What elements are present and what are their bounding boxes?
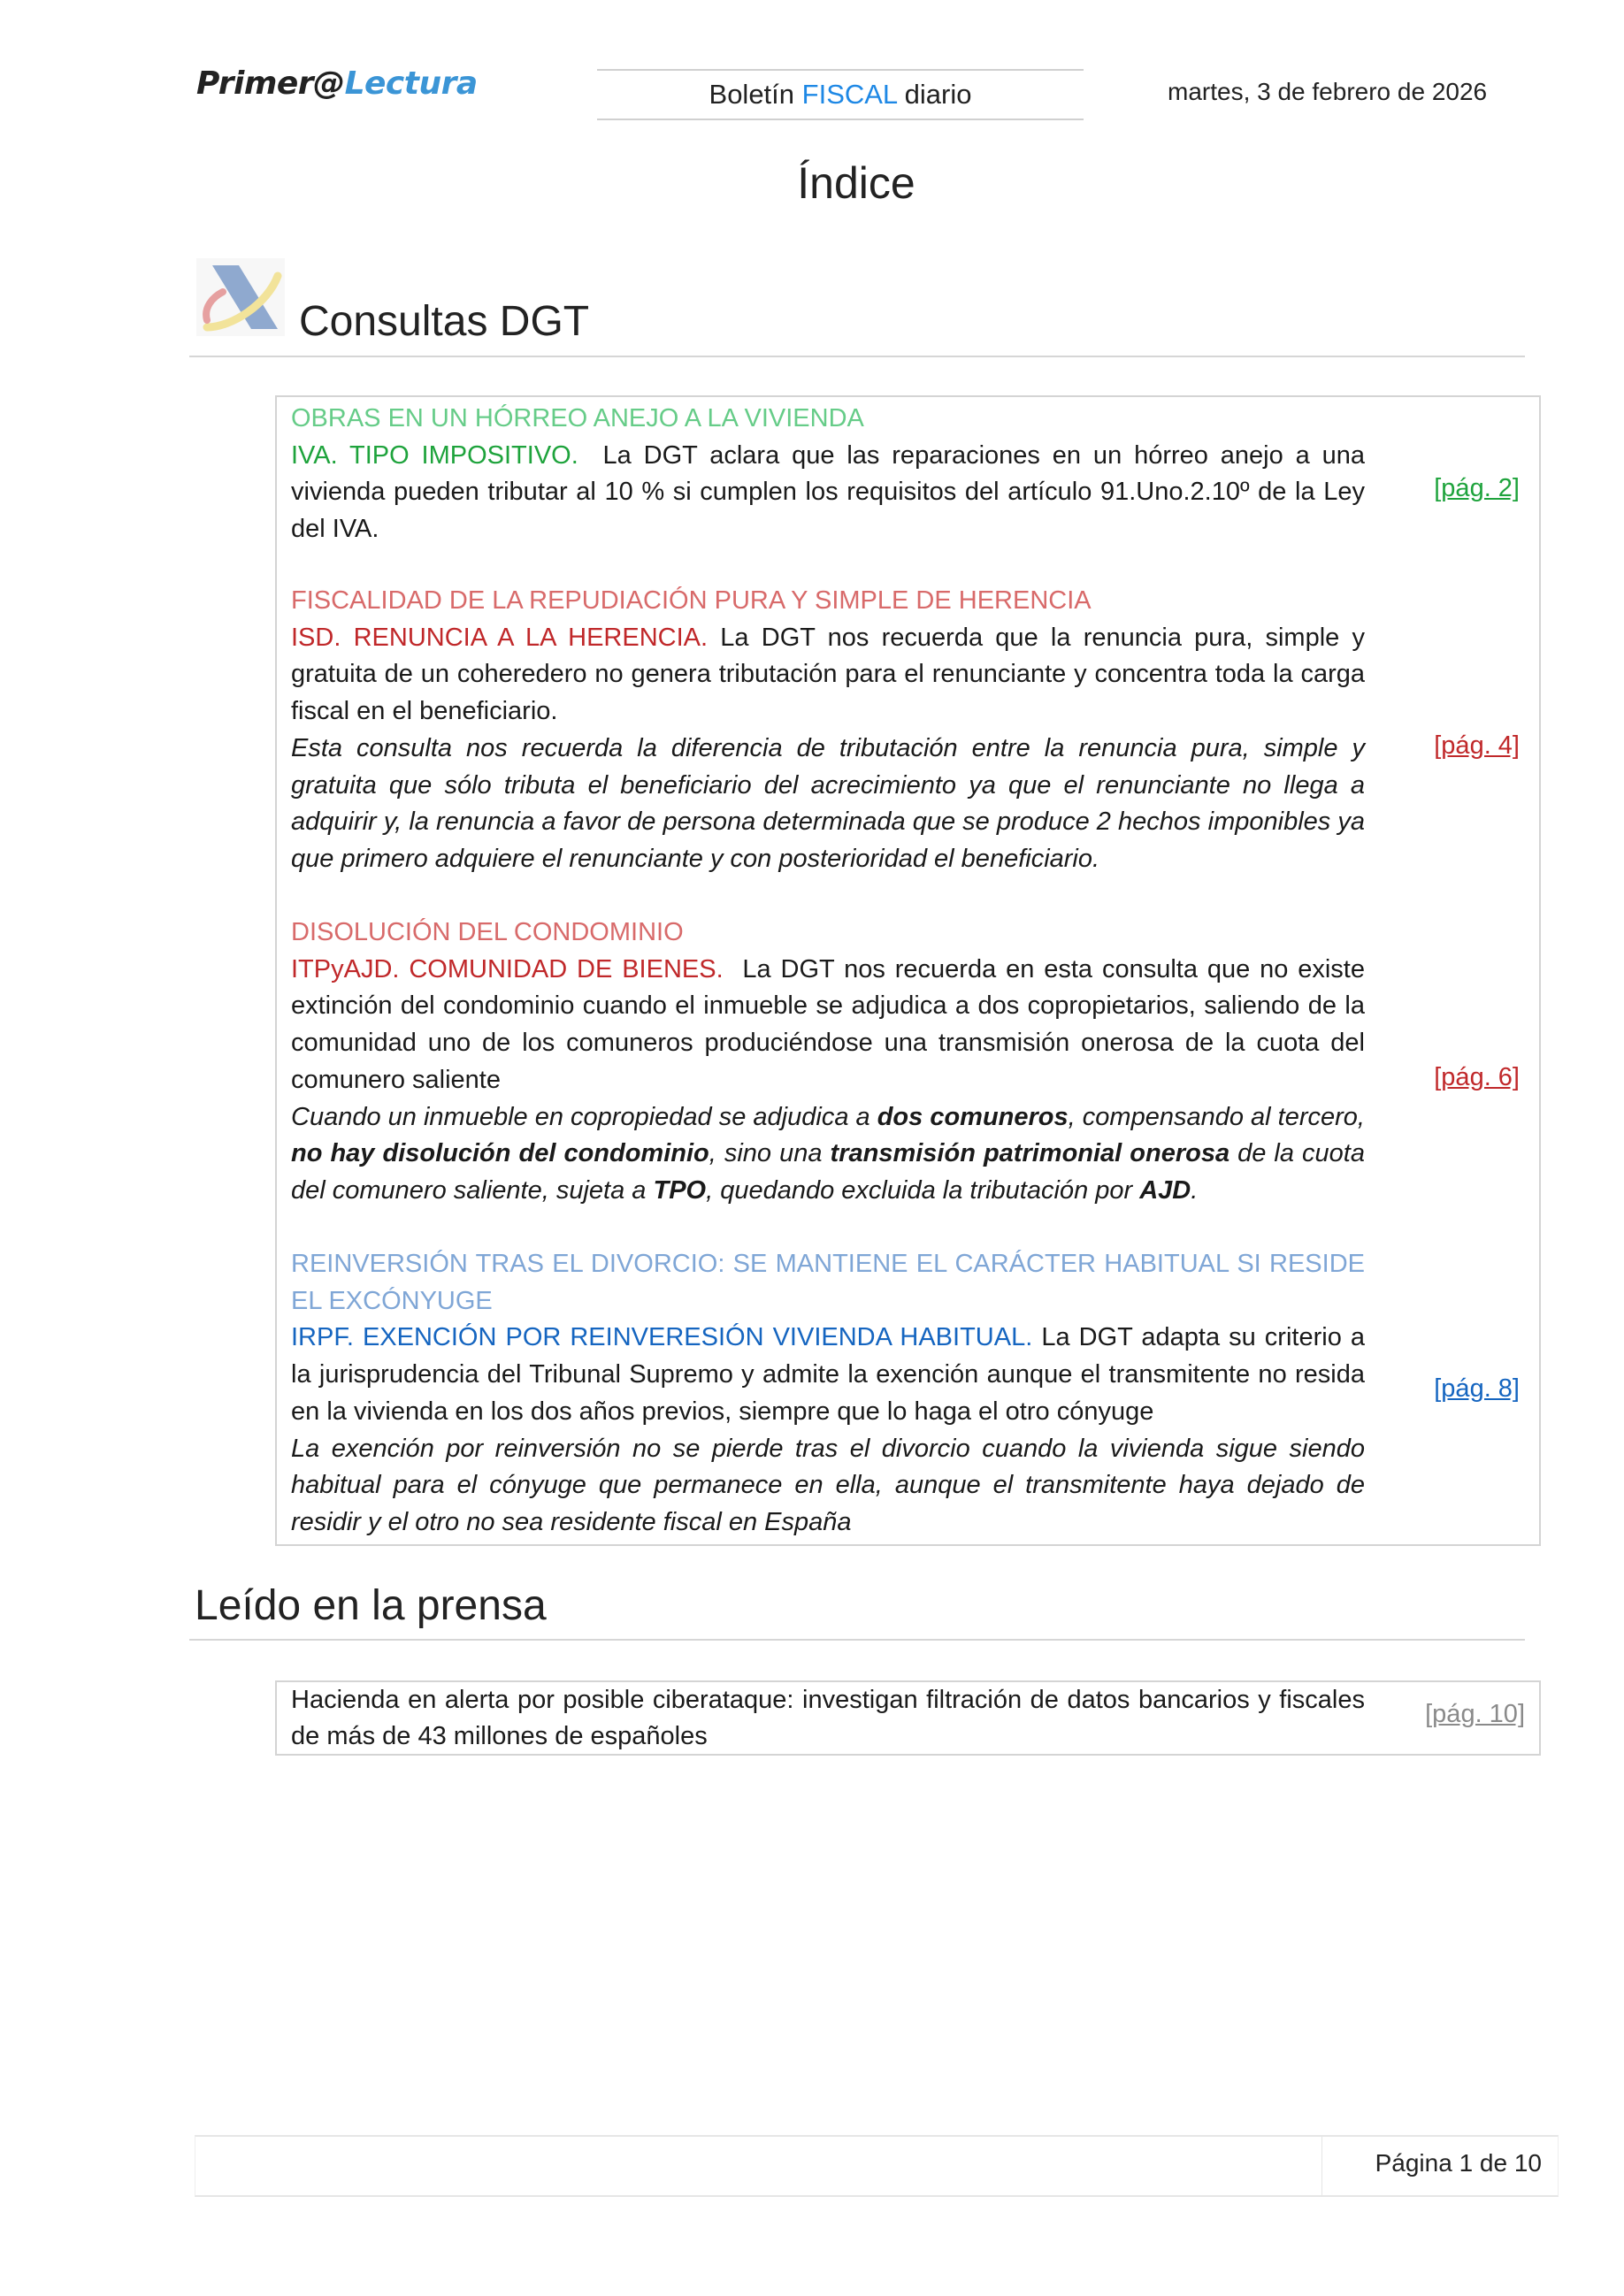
section-divider <box>189 356 1525 357</box>
index-entry <box>291 915 1365 1210</box>
page-link-6[interactable]: [pág. 6] <box>1434 1063 1520 1091</box>
index-title: Índice <box>797 158 915 208</box>
index-entry <box>291 401 1365 548</box>
page-link-10[interactable]: [pág. 10] <box>1425 1700 1525 1728</box>
note-emphasis: transmisión patrimonial onerosa <box>830 1139 1230 1168</box>
note-emphasis: no hay disolución del condominio <box>291 1139 709 1168</box>
entry-kicker: FISCALIDAD DE LA REPUDIACIÓN PURA Y SIMPLE DE HERENCIA <box>291 586 1092 615</box>
brand-logo-part2: Lectura <box>344 65 478 102</box>
entry-note: La exención por reinversión no se pierde tras el divorcio cuando la vivienda sigue siendo habitual para el cónyuge que permanece en ella, aunque el transmitente haya dejado de residir y el otro no sea residente fiscal en España <box>291 1434 1365 1536</box>
entry-note: Esta consulta nos recuerda la diferencia de tributación entre la renuncia pura, simple y gratuita que sólo tributa el beneficiario del acrecimiento ya que el renunciante no llega a adquirir y, la renuncia a favor de persona determinada que se produce 2 hechos imponibles ya que primero adquiere el renunciante y con posterioridad el beneficiario. <box>291 733 1365 873</box>
entry-tag: IRPF. EXENCIÓN POR REINVERESIÓN VIVIENDA HABITUAL. <box>291 1323 1033 1352</box>
entry-tag: ITPyAJD. COMUNIDAD DE BIENES. <box>291 954 724 983</box>
entry-note <box>291 1099 1365 1210</box>
index-entry <box>291 1246 1365 1542</box>
note-text: Cuando un inmueble en copropiedad se adjudica a <box>291 1102 877 1131</box>
note-text: , quedando excluida la tributación por <box>706 1175 1140 1205</box>
entry-summary: La DGT aclara que las reparaciones en un hórreo anejo a una vivienda pueden tributar al 10 % si cumplen los requisitos del artículo 91.Uno.2.10º de la Ley del IVA. <box>291 440 1365 544</box>
page-link-8[interactable]: [pág. 8] <box>1434 1374 1520 1403</box>
note-text: , sino una <box>709 1139 831 1168</box>
consultas-index-box <box>275 395 1541 1546</box>
bulletin-title <box>597 69 1084 120</box>
entry-kicker: OBRAS EN UN HÓRREO ANEJO A LA VIVIENDA <box>291 404 864 432</box>
page-link-4[interactable]: [pág. 4] <box>1434 731 1520 760</box>
bulletin-title-post: diario <box>897 79 972 110</box>
bulletin-title-accent: FISCAL <box>801 79 898 110</box>
prensa-index-box <box>275 1680 1541 1756</box>
bulletin-title-pre: Boletín <box>709 79 802 110</box>
note-emphasis: dos comuneros <box>877 1102 1069 1131</box>
entry-tag: IVA. TIPO IMPOSITIVO. <box>291 440 578 470</box>
brand-logo <box>196 65 478 102</box>
footer-divider <box>1321 2137 1322 2195</box>
page-number: Página 1 de 10 <box>1375 2149 1542 2177</box>
index-entry <box>291 583 1365 878</box>
news-entry-text: Hacienda en alerta por posible ciberataque: investigan filtración de datos bancarios y fiscales de más de 43 millones de españoles <box>291 1686 1365 1750</box>
entry-summary: La DGT nos recuerda que la renuncia pura, simple y gratuita de un coheredero no genera tributación para el renunciante y concentra toda la carga fiscal en el beneficiario. <box>291 623 1365 726</box>
section-title-consultas: Consultas DGT <box>299 298 590 345</box>
note-text: de la cuota del comunero saliente, sujeta a <box>291 1139 1365 1205</box>
entry-summary: La DGT nos recuerda en esta consulta que no existe extinción del condominio cuando el inmueble se adjudica a dos copropietarios, saliendo de la comunidad uno de los comuneros produciéndose una transmisión onerosa de la cuota del comunero saliente <box>291 954 1365 1094</box>
note-text: , compensando al tercero, <box>1068 1102 1365 1131</box>
bulletin-date: martes, 3 de febrero de 2026 <box>1168 78 1488 105</box>
section-divider <box>189 1639 1525 1641</box>
entry-tag: ISD. RENUNCIA A LA HERENCIA. <box>291 623 709 652</box>
page-link-2[interactable]: [pág. 2] <box>1434 474 1520 502</box>
entry-kicker: REINVERSIÓN TRAS EL DIVORCIO: SE MANTIENE EL CARÁCTER HABITUAL SI RESIDE EL EXCÓNYUGE <box>291 1250 1365 1315</box>
section-title-prensa: Leído en la prensa <box>195 1582 547 1629</box>
note-text: . <box>1191 1175 1199 1205</box>
entry-summary: La DGT adapta su criterio a la jurisprudencia del Tribunal Supremo y admite la exención aunque el transmitente no resida en la vivienda en los dos años previos, siempre que lo haga el otro cónyuge <box>291 1323 1365 1426</box>
note-emphasis: AJD <box>1139 1175 1191 1205</box>
page-footer <box>195 2135 1559 2197</box>
brand-logo-part1: Primer@ <box>196 65 345 102</box>
note-emphasis: TPO <box>653 1175 707 1205</box>
aeat-logo-icon <box>196 258 285 336</box>
entry-kicker: DISOLUCIÓN DEL CONDOMINIO <box>291 918 684 946</box>
